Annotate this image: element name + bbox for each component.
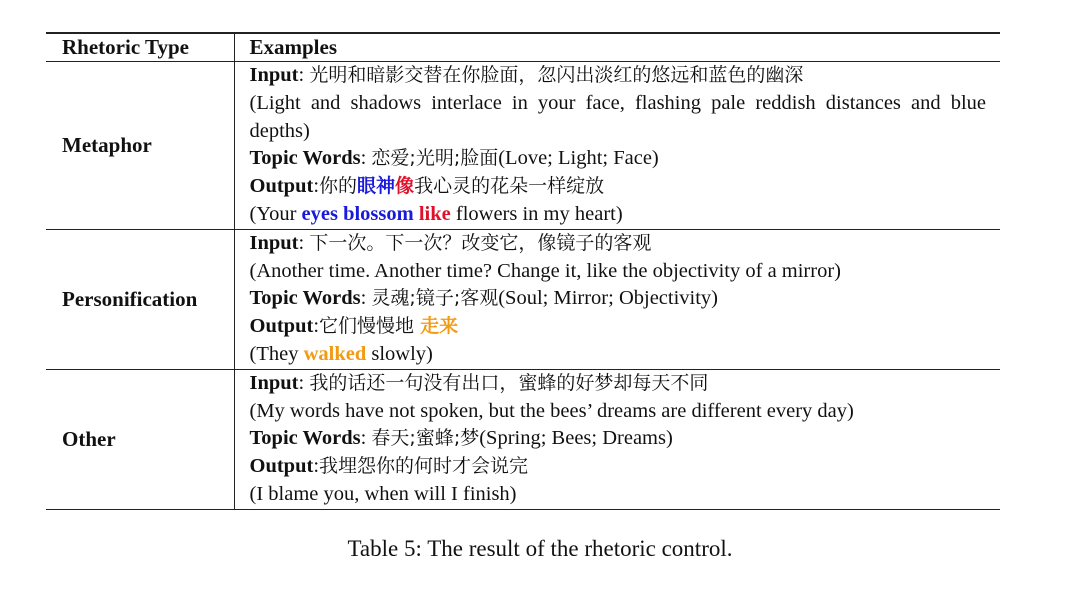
output-label: Output — [249, 455, 314, 478]
output-english-pre: (Your — [249, 202, 302, 225]
topic-words-english: (Spring; Bees; Dreams) — [479, 427, 673, 450]
output-label: Output — [249, 175, 314, 198]
examples-cell — [234, 62, 1000, 230]
output-english-post: flowers in my heart) — [450, 202, 623, 225]
output-translation — [250, 341, 987, 369]
input-label: Input — [249, 231, 299, 254]
table-row-personification — [46, 229, 1000, 369]
output-chinese-post: 我心灵的花朵一样绽放 — [414, 175, 605, 198]
input-line: Input: 光明和暗影交替在你脸面，忽闪出淡红的悠远和蓝色的幽深 — [249, 64, 804, 86]
header-rhetoric-type: Rhetoric Type — [46, 33, 234, 62]
topic-words-label: Topic Words — [249, 427, 361, 450]
topic-words-english: (Soul; Mirror; Objectivity) — [498, 287, 719, 310]
rhetoric-table — [46, 32, 1000, 510]
input-line: Input: 下一次。下一次？改变它，像镜子的客观 — [249, 231, 652, 254]
input-translation: (Another time. Another time? Change it, like the objectivity of a mirror) — [249, 259, 841, 282]
topic-words-line: Topic Words: 春天;蜜蜂;梦(Spring; Bees; Dreams) — [249, 427, 673, 450]
input-chinese: 下一次。下一次？改变它，像镜子的客观 — [309, 231, 652, 254]
rhetoric-type-cell: Personification — [46, 229, 234, 369]
topic-words-chinese: 灵魂;镜子;客观 — [371, 287, 499, 310]
topic-words-chinese: 恋爱;光明;脸面 — [371, 147, 499, 170]
output-line: Output:我埋怨你的何时才会说完 — [249, 455, 529, 478]
topic-words-chinese: 春天;蜜蜂;梦 — [371, 427, 480, 450]
table-row-metaphor — [46, 62, 1000, 230]
output-english-pre: (They — [249, 342, 304, 365]
rhetoric-type-cell: Metaphor — [46, 62, 234, 230]
table-header-row — [46, 33, 1000, 62]
topic-words-english: (Love; Light; Face) — [498, 147, 659, 170]
output-translation: (I blame you, when will I finish) — [249, 482, 517, 505]
topic-words-label: Topic Words — [249, 287, 361, 310]
output-chinese-highlight-red: 像 — [395, 175, 415, 198]
input-chinese: 光明和暗影交替在你脸面，忽闪出淡红的悠远和蓝色的幽深 — [309, 64, 804, 86]
output-chinese-pre: 它们慢慢地 — [319, 315, 421, 338]
input-label: Input — [249, 64, 299, 86]
output-label: Output — [249, 315, 314, 338]
output-english-highlight-orange: walked — [303, 342, 367, 365]
table-caption: Table 5: The result of the rhetoric control. — [347, 536, 733, 561]
header-examples: Examples — [249, 35, 338, 59]
rhetoric-table-container — [46, 32, 1000, 510]
topic-words-label: Topic Words — [249, 147, 361, 170]
topic-words-line: Topic Words: 恋爱;光明;脸面(Love; Light; Face) — [249, 147, 659, 170]
output-line: Output:你的眼神像我心灵的花朵一样绽放 — [249, 175, 605, 198]
input-translation: (Light and shadows interlace in your face, flashing pale reddish distances and blue depths) — [249, 91, 986, 142]
output-english-highlight-red: like — [418, 202, 451, 225]
input-translation: (My words have not spoken, but the bees’ dreams are different every day) — [249, 399, 854, 422]
output-chinese: 我埋怨你的何时才会说完 — [319, 455, 529, 478]
examples-cell — [234, 229, 1000, 369]
output-chinese-highlight-orange: 走来 — [420, 315, 459, 338]
topic-words-line: Topic Words: 灵魂;镜子;客观(Soul; Mirror; Objectivity) — [249, 287, 719, 310]
output-translation — [250, 201, 987, 229]
output-english-post: slowly) — [366, 342, 433, 365]
output-english-highlight-blue: eyes blossom — [301, 202, 414, 225]
rhetoric-type-cell: Other — [46, 369, 234, 509]
output-chinese-highlight-blue: 眼神 — [357, 175, 396, 198]
output-chinese-pre: 你的 — [319, 175, 358, 198]
input-chinese: 我的话还一句没有出口，蜜蜂的好梦却每天不同 — [309, 371, 709, 394]
examples-cell — [234, 369, 1000, 509]
input-line: Input: 我的话还一句没有出口，蜜蜂的好梦却每天不同 — [249, 371, 709, 394]
output-line: Output:它们慢慢地 走来 — [249, 315, 459, 338]
input-label: Input — [249, 371, 299, 394]
table-row-other — [46, 369, 1000, 509]
